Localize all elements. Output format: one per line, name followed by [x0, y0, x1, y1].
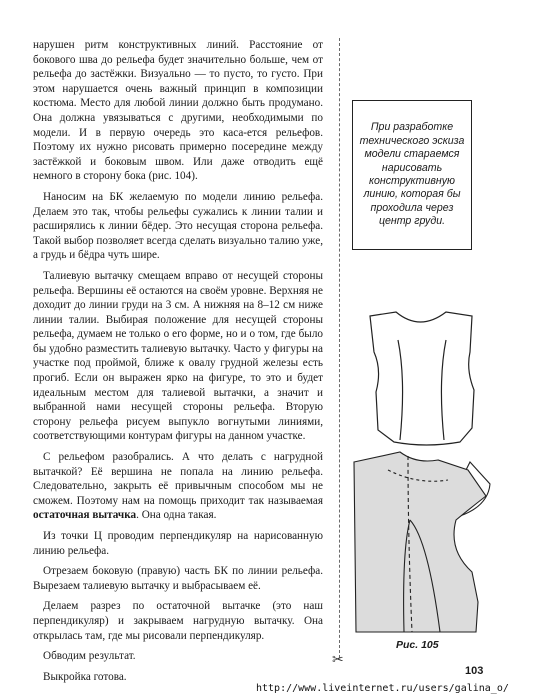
footer-url: http://www.liveinternet.ru/users/galina_o/	[256, 683, 509, 694]
bodice-sketch-upper	[370, 312, 474, 445]
page-number: 103	[465, 665, 484, 677]
side-note-box	[352, 100, 472, 250]
paragraph-1: нарушен ритм конструктивных линий. Расстояние от бокового шва до рельефа будет значительно больше, чем от рельефа до застёжки. Визуально — то пусто, то густо. При этом нарушается очень важный принцип в композиции костюма. Место для любой линии должно быть продумано. Она должна увязываться с другими, необходимыми по модели. И в первую очередь это каса-ется рельефов. Поэтому их нужно рисовать примерно посередине между застёжкой и боковым швом. Или даже отводить ещё немного в сторону бока (рис. 104).	[33, 39, 323, 183]
column-divider	[339, 38, 340, 658]
paragraph-4-start: С рельефом разобрались. А что делать с нагрудной вытачкой? Её вершина не попала на линию рельефа. Следовательно, закрыть её привычным способом мы не сможем. Поэтому нам на помощь приходит так называемая	[33, 451, 323, 507]
paragraph-4-end: . Она одна такая.	[136, 509, 217, 522]
scissors-icon: ✂	[332, 652, 344, 668]
main-text-column	[33, 38, 323, 690]
paragraph-7: Делаем разрез по остаточной вытачке (это наш перпендикуляр) и закрываем нагрудную вытачку. Она открылась там, где мы рисовали перпендикуляр.	[33, 600, 323, 642]
paragraph-2: Наносим на БК желаемую по модели линию рельефа. Делаем это так, чтобы рельефы сужались к линии талии и расширялись к линии бёдер. Это несущая сторона рельефа. Такой выбор позволяет всегда сделать визуально талию уже, а грудь и бёдра чуть шире.	[33, 190, 323, 262]
side-note-text: При разработке технического эскиза модели стараемся нарисовать конструктивную линию, которая бы проходила через центр груди.	[359, 121, 465, 228]
bodice-pattern-lower	[354, 452, 490, 632]
figure-caption: Рис. 105	[396, 639, 439, 651]
term-residual-dart: остаточная вытачка	[33, 509, 137, 522]
paragraph-5: Из точки Ц проводим перпендикуляр на нарисованную линию рельефа.	[33, 530, 323, 557]
paragraph-8: Обводим результат.	[43, 650, 136, 663]
paragraph-9: Выкройка готова.	[43, 670, 127, 683]
paragraph-6: Отрезаем боковую (правую) часть БК по линии рельефа. Вырезаем талиевую вытачку и выбрасываем её.	[33, 565, 323, 592]
paragraph-4	[33, 450, 323, 523]
paragraph-3: Талиевую вытачку смещаем вправо от несущей стороны рельефа. Вершины её остаются на своём уровне. Верхняя не доходит до линии груди на 3 см. А нижняя на 8–12 см ниже линии талии. Выбирая положение для несущей стороны рельефа, думаем не только о его форме, но и о том, где было бы удобно разместить талиевую вытачку. Часто у фигуры на участке под проймой, ближе к овалу грудной железы есть прогиб. Если он выражен ярко на фигуре, то это и будет идеальным местом для талиевой вытачки, а значит и выбранной нами несущей стороны рельефа. Вторую сторону рельефа рисуем выпукло вогнутыми линиями, соответствующими контурам фигуры на данном участке.	[33, 269, 323, 443]
pattern-figure	[348, 310, 498, 640]
